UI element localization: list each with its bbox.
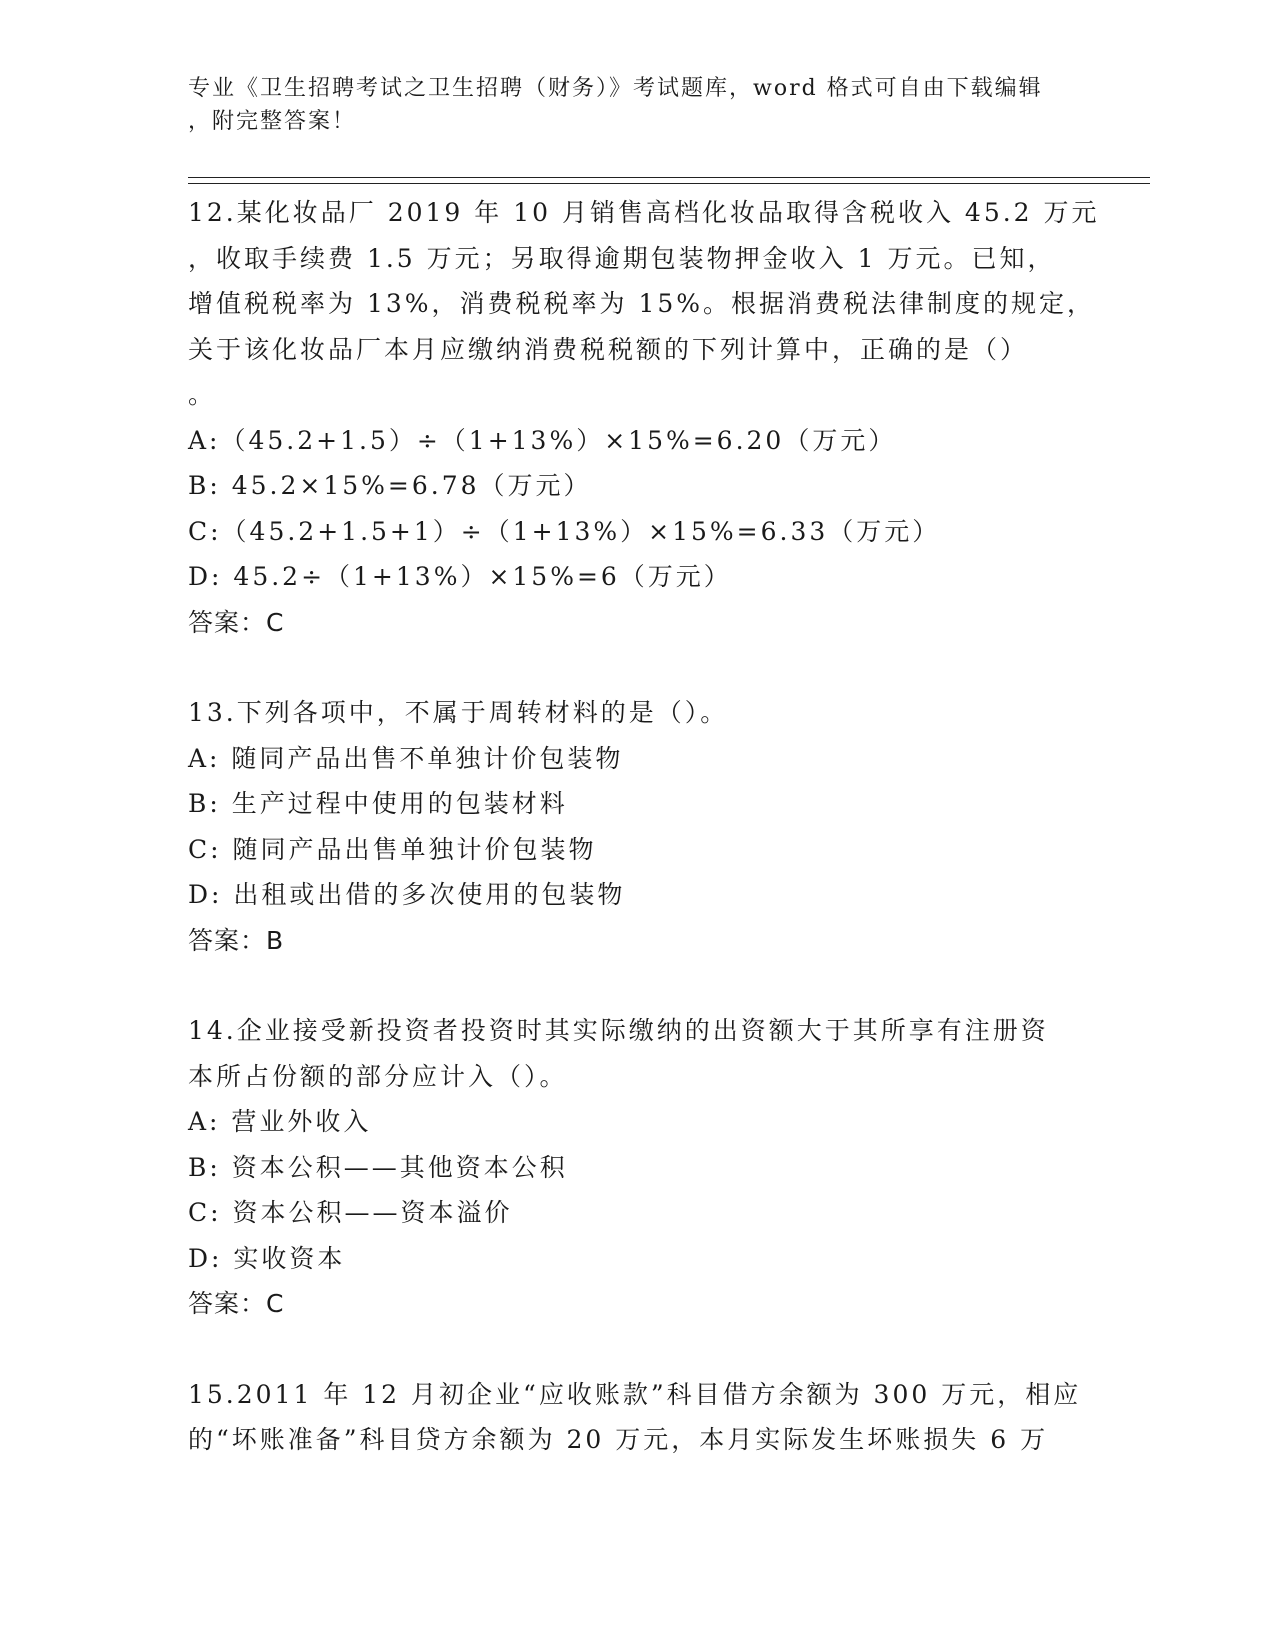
question-stem-line: 本所占份额的部分应计入（）。 bbox=[188, 1061, 568, 1091]
question-list bbox=[188, 190, 1100, 1508]
question-stem-line: 15.2011 年 12 月初企业“应收账款”科目借方余额为 300 万元，相应 bbox=[188, 1379, 1082, 1409]
option-b: B: 资本公积——其他资本公积 bbox=[188, 1152, 568, 1182]
document-header bbox=[188, 72, 1068, 138]
question-stem-line: 13.下列各项中，不属于周转材料的是（）。 bbox=[188, 698, 729, 727]
question-13 bbox=[188, 690, 1068, 963]
option-d: D: 出租或出借的多次使用的包装物 bbox=[188, 880, 626, 909]
option-c: C: 随同产品出售单独计价包装物 bbox=[188, 834, 597, 864]
question-stem-line: 关于该化妆品厂本月应缴纳消费税税额的下列计算中，正确的是（） bbox=[188, 334, 1029, 364]
option-b: B: 生产过程中使用的包装材料 bbox=[188, 789, 568, 818]
header-rule-top bbox=[188, 177, 1150, 178]
question-14 bbox=[188, 1008, 1068, 1327]
question-stem-line: 14.企业接受新投资者投资时其实际缴纳的出资额大于其所享有注册资 bbox=[188, 1016, 1049, 1045]
option-a: A: 随同产品出售不单独计价包装物 bbox=[188, 743, 624, 773]
answer-label: 答案：C bbox=[188, 1289, 285, 1318]
question-15 bbox=[188, 1372, 1082, 1463]
header-rule-bottom bbox=[188, 183, 1150, 184]
question-stem-line: 增值税税率为 13%，消费税税率为 15%。根据消费税法律制度的规定， bbox=[188, 289, 1096, 318]
question-stem-line: 。 bbox=[188, 380, 217, 409]
option-a: A:（45.2+1.5）÷（1+13%）×15%=6.20（万元） bbox=[188, 425, 897, 455]
question-stem-line: 12.某化妆品厂 2019 年 10 月销售高档化妆品取得含税收入 45.2 万元 bbox=[188, 198, 1100, 227]
option-a: A: 营业外收入 bbox=[188, 1107, 372, 1136]
option-d: D: 45.2÷（1+13%）×15%=6（万元） bbox=[188, 562, 732, 591]
answer-label: 答案：B bbox=[188, 925, 285, 955]
option-c: C: 资本公积——资本溢价 bbox=[188, 1198, 513, 1227]
header-line-1: 专业《卫生招聘考试之卫生招聘（财务）》考试题库，word 格式可自由下载编辑 bbox=[188, 76, 1043, 101]
option-d: D: 实收资本 bbox=[188, 1243, 346, 1273]
header-line-2: ，附完整答案！ bbox=[188, 109, 357, 134]
answer-label: 答案：C bbox=[188, 607, 285, 637]
question-stem-line: ，收取手续费 1.5 万元；另取得逾期包装物押金收入 1 万元。已知， bbox=[188, 243, 1056, 273]
option-b: B: 45.2×15%=6.78（万元） bbox=[188, 471, 592, 500]
question-12 bbox=[188, 190, 1100, 645]
question-stem-line: 的“坏账准备”科目贷方余额为 20 万元，本月实际发生坏账损失 6 万 bbox=[188, 1425, 1049, 1454]
option-c: C:（45.2+1.5+1）÷（1+13%）×15%=6.33（万元） bbox=[188, 516, 941, 546]
